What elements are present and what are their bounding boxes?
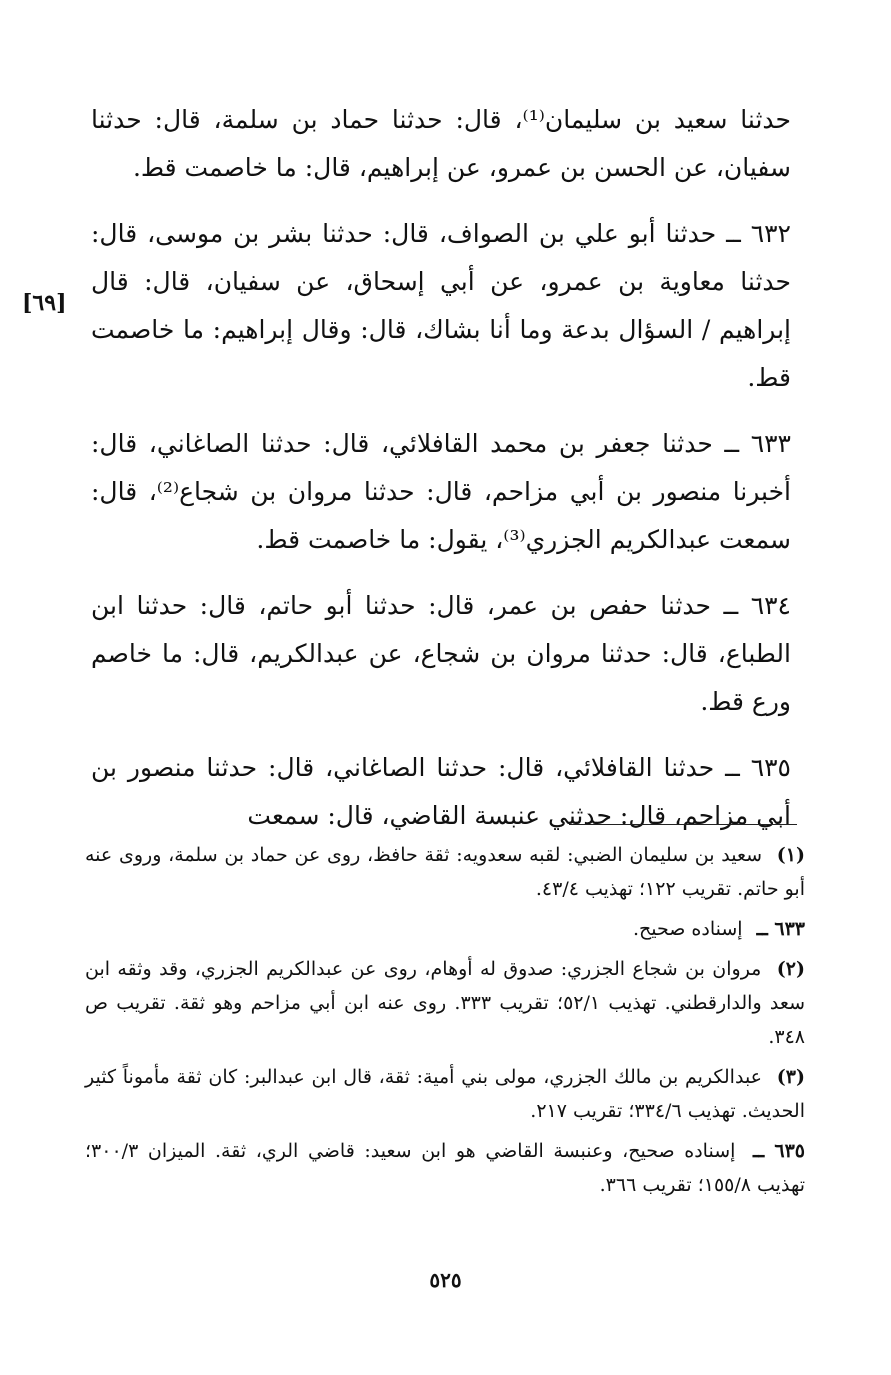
footnote-3	[85, 1060, 805, 1128]
footnote-635	[85, 1134, 805, 1202]
footnote-label: (١)	[776, 844, 805, 866]
footnote-label: ٦٣٣ ــ	[756, 918, 805, 940]
footnote-2	[85, 952, 805, 1054]
main-text	[91, 96, 791, 858]
footnote-text: إسناده صحيح.	[632, 918, 743, 940]
paragraph-633: ٦٣٣ ــ حدثنا جعفر بن محمد القافلائي، قال: حدثنا الصاغاني، قال: أخبرنا منصور بن أبي مزاحم، قال: حدثنا مروان بن شجاع⁽²⁾، قال: سمعت عبدالكريم الجزري⁽³⁾، يقول: ما خاصمت قط.	[91, 429, 792, 554]
footnote-label: ٦٣٥ ــ	[753, 1140, 805, 1162]
footnote-label: (٢)	[776, 958, 805, 980]
paragraph-635: ٦٣٥ ــ حدثنا القافلائي، قال: حدثنا الصاغاني، قال: حدثنا منصور بن أبي مزاحم، قال: حدثني عنبسة القاضي، قال: سمعت	[91, 753, 791, 830]
paragraph-634: ٦٣٤ ــ حدثنا حفص بن عمر، قال: حدثنا أبو حاتم، قال: حدثنا ابن الطباع، قال: حدثنا مروان بن شجاع، عن عبدالكريم، قال: ما خاصم ورع قط.	[91, 591, 791, 716]
footnotes	[85, 838, 805, 1208]
footnote-text: سعيد بن سليمان الضبي: لقبه سعدويه: ثقة حافظ، روى عن حماد بن سلمة، وروى عنه أبو حاتم. تقريب ١٢٢؛ تهذيب ٤٣/٤.	[85, 844, 805, 900]
paragraph-continuation: حدثنا سعيد بن سليمان⁽¹⁾، قال: حدثنا حماد بن سلمة، قال: حدثنا سفيان، عن الحسن بن عمرو، عن إبراهيم، قال: ما خاصمت قط.	[91, 105, 791, 182]
footnote-separator	[569, 824, 797, 825]
footnote-1	[85, 838, 805, 906]
footnote-label: (٣)	[776, 1066, 805, 1088]
page-number: ٥٢٥	[429, 1268, 462, 1292]
footnote-text: إسناده صحيح، وعنبسة القاضي هو ابن سعيد: قاضي الري، ثقة. الميزان ٣٠٠/٣؛ تهذيب ١٥٥/٨؛ تقريب ٣٦٦.	[85, 1140, 805, 1196]
footnote-text: مروان بن شجاع الجزري: صدوق له أوهام، روى عن عبدالكريم الجزري، وقد وثقه ابن سعد والدارقطني. تهذيب ٥٢/١؛ تقريب ٣٣٣. روى عنه ابن أبي مزاحم وهو ثقة. تقريب ص ٣٤٨.	[85, 958, 805, 1048]
footnote-text: عبدالكريم بن مالك الجزري، مولى بني أمية: ثقة، قال ابن عبدالبر: كان ثقة مأموناً كثير الحديث. تهذيب ٣٣٤/٦؛ تقريب ٢١٧.	[85, 1066, 805, 1122]
paragraph-632: ٦٣٢ ــ حدثنا أبو علي بن الصواف، قال: حدثنا بشر بن موسى، قال: حدثنا معاوية بن عمرو، عن أبي إسحاق، عن سفيان، قال: قال إبراهيم / السؤال بدعة وما أنا بشاك، قال: وقال إبراهيم: ما خاصمت قط.	[91, 219, 791, 392]
footnote-633	[85, 912, 805, 946]
manuscript-page-ref: [٦٩]	[22, 290, 67, 316]
